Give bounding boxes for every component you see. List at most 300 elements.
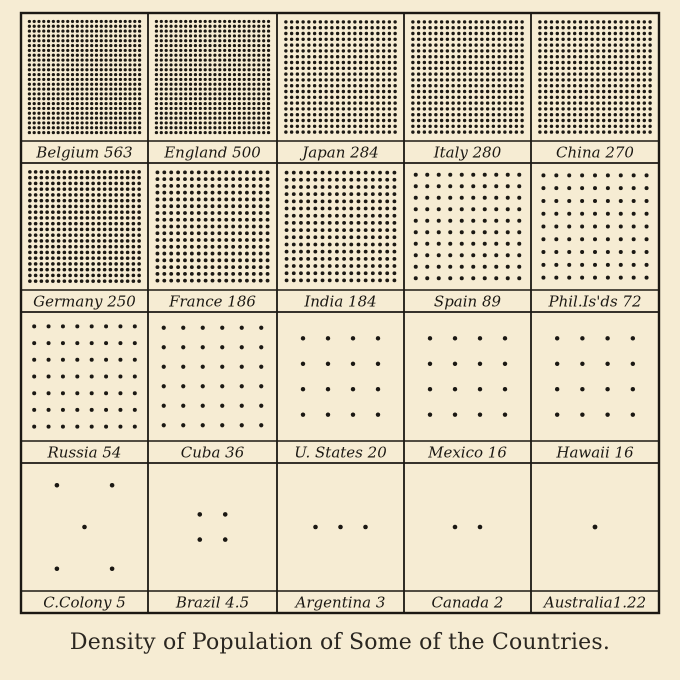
density-dot <box>156 198 160 202</box>
density-dot <box>388 119 391 122</box>
density-dot <box>353 101 356 104</box>
density-dot <box>428 43 431 46</box>
density-dot <box>104 78 107 81</box>
density-dot <box>376 412 380 416</box>
density-dot <box>179 121 182 124</box>
density-dot <box>138 73 141 76</box>
density-dot <box>319 49 322 52</box>
density-dot <box>90 408 94 412</box>
density-dot <box>91 239 95 243</box>
density-dot <box>544 119 547 122</box>
density-dot <box>451 38 454 41</box>
density-dot <box>301 96 304 99</box>
density-dot <box>174 63 177 66</box>
density-dot <box>625 113 628 116</box>
density-dot <box>556 101 559 104</box>
density-dot <box>199 102 202 105</box>
density-dot <box>306 279 310 283</box>
density-dot <box>446 55 449 58</box>
density-dot <box>364 264 368 268</box>
density-dot <box>57 222 61 226</box>
density-dot <box>71 20 74 23</box>
density-dot <box>580 336 584 340</box>
density-dot <box>213 131 216 134</box>
density-dot <box>292 199 296 203</box>
density-dot <box>257 25 260 28</box>
density-dot <box>57 39 60 42</box>
density-dot <box>388 107 391 110</box>
density-dot <box>238 29 241 32</box>
density-dot <box>585 49 588 52</box>
density-dot <box>330 43 333 46</box>
density-dot <box>567 72 570 75</box>
density-dot <box>448 242 452 246</box>
density-dot <box>231 218 235 222</box>
density-dot <box>619 125 622 128</box>
density-dot <box>114 25 117 28</box>
density-dot <box>190 265 194 269</box>
density-dot <box>81 25 84 28</box>
density-dot <box>351 412 355 416</box>
density-dot <box>517 276 521 280</box>
density-dot <box>497 43 500 46</box>
density-dot <box>243 126 246 129</box>
density-dot <box>252 191 256 195</box>
density-dot <box>132 222 136 226</box>
density-dot <box>515 49 518 52</box>
density-dot <box>51 222 55 226</box>
density-dot <box>189 63 192 66</box>
density-dot <box>515 125 518 128</box>
density-dot <box>541 186 545 190</box>
density-dot <box>596 67 599 70</box>
density-dot <box>342 84 345 87</box>
density-dot <box>319 113 322 116</box>
density-dot <box>174 87 177 90</box>
density-dot <box>567 125 570 128</box>
density-dot <box>57 44 60 47</box>
density-dot <box>385 207 389 211</box>
density-dot <box>307 43 310 46</box>
density-dot <box>296 72 299 75</box>
density-dot <box>257 39 260 42</box>
density-dot <box>174 102 177 105</box>
density-dot <box>319 84 322 87</box>
density-dot <box>204 279 208 283</box>
density-dot <box>245 218 249 222</box>
density-dot <box>243 112 246 115</box>
density-dot <box>85 83 88 86</box>
density-dot <box>95 107 98 110</box>
density-dot <box>76 131 79 134</box>
density-dot <box>460 276 464 280</box>
density-dot <box>238 218 242 222</box>
density-dot <box>228 107 231 110</box>
density-dot <box>213 87 216 90</box>
density-dot <box>483 184 487 188</box>
density-dot <box>619 43 622 46</box>
density-dot <box>257 87 260 90</box>
density-dot <box>97 222 101 226</box>
density-dot <box>220 326 224 330</box>
density-dot <box>267 107 270 110</box>
density-dot <box>211 184 215 188</box>
density-dot <box>179 83 182 86</box>
density-dot <box>446 84 449 87</box>
density-dot <box>137 187 141 191</box>
density-dot <box>37 112 40 115</box>
density-dot <box>492 101 495 104</box>
density-dot <box>213 92 216 95</box>
density-dot <box>223 34 226 37</box>
density-dot <box>63 205 67 209</box>
density-dot <box>184 107 187 110</box>
density-dot <box>156 279 160 283</box>
density-dot <box>190 272 194 276</box>
density-dot <box>290 130 293 133</box>
density-dot <box>51 170 55 174</box>
density-dot <box>385 250 389 254</box>
density-dot <box>319 55 322 58</box>
density-dot <box>423 101 426 104</box>
density-dot <box>378 178 382 182</box>
density-dot <box>506 265 510 269</box>
density-dot <box>492 113 495 116</box>
density-dot <box>349 250 353 254</box>
density-dot <box>90 107 93 110</box>
density-dot <box>37 97 40 100</box>
density-dot <box>440 67 443 70</box>
density-dot <box>137 182 141 186</box>
density-dot <box>648 32 651 35</box>
density-dot <box>63 182 67 186</box>
density-dot <box>165 83 168 86</box>
density-dot <box>357 235 361 239</box>
density-dot <box>492 96 495 99</box>
density-dot <box>37 87 40 90</box>
density-dot <box>100 54 103 57</box>
density-dot <box>104 83 107 86</box>
density-dot <box>223 25 226 28</box>
density-dot <box>42 49 45 52</box>
density-dot <box>213 107 216 110</box>
density-dot <box>267 92 270 95</box>
density-dot <box>292 235 296 239</box>
density-dot <box>541 212 545 216</box>
density-dot <box>120 176 124 180</box>
density-dot <box>103 216 107 220</box>
density-dot <box>541 250 545 254</box>
density-dot <box>463 84 466 87</box>
density-dot <box>324 72 327 75</box>
density-dot <box>520 101 523 104</box>
density-dot <box>224 184 228 188</box>
density-dot <box>561 26 564 29</box>
density-dot <box>414 184 418 188</box>
density-dot <box>119 29 122 32</box>
density-dot <box>40 193 44 197</box>
density-dot <box>165 68 168 71</box>
density-dot <box>417 49 420 52</box>
density-dot <box>252 198 256 202</box>
density-dot <box>448 253 452 257</box>
density-dot <box>446 43 449 46</box>
density-dot <box>137 233 141 237</box>
density-dot <box>328 178 332 182</box>
density-dot <box>262 112 265 115</box>
density-dot <box>218 49 221 52</box>
density-dot <box>109 34 112 37</box>
density-dot <box>231 252 235 256</box>
density-dot <box>605 336 609 340</box>
density-dot <box>240 326 244 330</box>
density-dot <box>252 170 256 174</box>
density-dot <box>321 228 325 232</box>
density-dot <box>625 125 628 128</box>
density-dot <box>86 176 90 180</box>
density-dot <box>353 90 356 93</box>
density-dot <box>103 233 107 237</box>
density-dot <box>80 193 84 197</box>
density-dot <box>179 58 182 61</box>
density-dot <box>176 198 180 202</box>
density-dot <box>257 107 260 110</box>
density-dot <box>169 102 172 105</box>
density-dot <box>330 125 333 128</box>
density-dot <box>47 375 51 379</box>
density-dot <box>643 43 646 46</box>
density-dot <box>120 222 124 226</box>
density-dot <box>218 34 221 37</box>
density-dot <box>425 265 429 269</box>
density-dot <box>520 78 523 81</box>
density-dot <box>451 101 454 104</box>
density-dot <box>371 192 375 196</box>
density-dot <box>228 102 231 105</box>
density-dot <box>267 97 270 100</box>
density-dot <box>68 176 72 180</box>
density-dot <box>71 73 74 76</box>
density-dot <box>347 101 350 104</box>
density-dot <box>174 34 177 37</box>
density-dot <box>63 274 67 278</box>
density-dot <box>579 72 582 75</box>
density-dot <box>204 58 207 61</box>
density-dot <box>34 233 38 237</box>
density-dot <box>648 26 651 29</box>
density-dot <box>90 324 94 328</box>
density-dot <box>252 131 255 134</box>
density-dot <box>120 279 124 283</box>
density-dot <box>492 78 495 81</box>
density-dot <box>335 279 339 283</box>
density-dot <box>155 102 158 105</box>
density-dot <box>208 34 211 37</box>
density-dot <box>74 239 78 243</box>
density-dot <box>555 336 559 340</box>
density-dot <box>114 29 117 32</box>
density-dot <box>252 126 255 129</box>
density-dot <box>233 73 236 76</box>
density-dot <box>509 49 512 52</box>
density-dot <box>194 63 197 66</box>
density-dot <box>637 72 640 75</box>
density-dot <box>28 233 32 237</box>
density-dot <box>204 20 207 23</box>
density-dot <box>66 39 69 42</box>
density-dot <box>299 171 303 175</box>
density-dot <box>42 116 45 119</box>
density-dot <box>606 225 610 229</box>
density-dot <box>342 107 345 110</box>
density-dot <box>608 49 611 52</box>
density-dot <box>97 193 101 197</box>
density-dot <box>267 68 270 71</box>
density-dot <box>342 20 345 23</box>
density-dot <box>174 73 177 76</box>
density-dot <box>194 58 197 61</box>
density-dot <box>57 34 60 37</box>
density-dot <box>28 29 31 32</box>
density-dot <box>114 39 117 42</box>
density-dot <box>296 119 299 122</box>
density-dot <box>492 20 495 23</box>
density-dot <box>190 231 194 235</box>
density-dot <box>538 113 541 116</box>
density-dot <box>183 238 187 242</box>
density-dot <box>342 199 346 203</box>
density-dot <box>81 121 84 124</box>
density-dot <box>33 116 36 119</box>
density-dot <box>37 20 40 23</box>
density-dot <box>631 387 635 391</box>
density-dot <box>631 55 634 58</box>
density-dot <box>590 55 593 58</box>
cell-label: Australia1.22 <box>543 593 647 612</box>
density-dot <box>393 271 397 275</box>
density-dot <box>376 61 379 64</box>
density-dot <box>474 84 477 87</box>
density-dot <box>90 112 93 115</box>
density-dot <box>126 245 130 249</box>
density-dot <box>357 171 361 175</box>
density-dot <box>45 251 49 255</box>
density-dot <box>42 20 45 23</box>
density-dot <box>585 26 588 29</box>
density-dot <box>228 73 231 76</box>
density-dot <box>218 116 221 119</box>
density-dot <box>469 26 472 29</box>
density-dot <box>478 412 482 416</box>
density-dot <box>457 38 460 41</box>
density-dot <box>614 43 617 46</box>
density-dot <box>330 38 333 41</box>
density-dot <box>95 131 98 134</box>
density-dot <box>194 20 197 23</box>
density-dot <box>162 170 166 174</box>
density-dot <box>631 90 634 93</box>
density-dot <box>480 130 483 133</box>
density-dot <box>228 63 231 66</box>
density-dot <box>290 61 293 64</box>
density-dot <box>90 102 93 105</box>
density-dot <box>469 32 472 35</box>
density-dot <box>257 121 260 124</box>
density-dot <box>631 362 635 366</box>
density-dot <box>503 90 506 93</box>
density-dot <box>220 345 224 349</box>
density-dot <box>357 214 361 218</box>
density-dot <box>321 207 325 211</box>
density-dot <box>66 112 69 115</box>
density-dot <box>428 38 431 41</box>
density-dot <box>446 26 449 29</box>
density-dot <box>109 78 112 81</box>
density-dot <box>28 121 31 124</box>
density-dot <box>469 84 472 87</box>
density-dot <box>169 20 172 23</box>
density-dot <box>211 191 215 195</box>
density-dot <box>204 126 207 129</box>
density-dot <box>585 55 588 58</box>
density-dot <box>585 125 588 128</box>
density-dot <box>162 177 166 181</box>
density-dot <box>114 251 118 255</box>
density-dot <box>299 221 303 225</box>
density-dot <box>290 113 293 116</box>
density-dot <box>119 131 122 134</box>
density-dot <box>631 412 635 416</box>
density-dot <box>371 264 375 268</box>
density-dot <box>619 237 623 241</box>
density-dot <box>353 43 356 46</box>
density-dot <box>71 54 74 57</box>
density-dot <box>494 230 498 234</box>
density-dot <box>619 72 622 75</box>
density-dot <box>596 101 599 104</box>
density-dot <box>637 78 640 81</box>
density-dot <box>160 25 163 28</box>
density-dot <box>199 34 202 37</box>
density-dot <box>76 29 79 32</box>
density-dot <box>199 44 202 47</box>
density-dot <box>68 279 72 283</box>
density-dot <box>28 199 32 203</box>
density-dot <box>503 387 507 391</box>
density-dot <box>593 250 597 254</box>
density-dot <box>218 92 221 95</box>
density-dot <box>267 29 270 32</box>
density-dot <box>252 112 255 115</box>
density-dot <box>301 78 304 81</box>
density-dot <box>156 272 160 276</box>
density-dot <box>606 212 610 216</box>
density-dot <box>561 130 564 133</box>
density-dot <box>162 265 166 269</box>
density-dot <box>133 83 136 86</box>
density-dot <box>90 29 93 32</box>
density-dot <box>199 78 202 81</box>
density-dot <box>469 78 472 81</box>
density-dot <box>486 130 489 133</box>
density-dot <box>100 107 103 110</box>
density-dot <box>376 67 379 70</box>
density-dot <box>109 205 113 209</box>
density-dot <box>608 61 611 64</box>
density-dot <box>267 25 270 28</box>
density-dot <box>503 125 506 128</box>
density-dot <box>85 34 88 37</box>
